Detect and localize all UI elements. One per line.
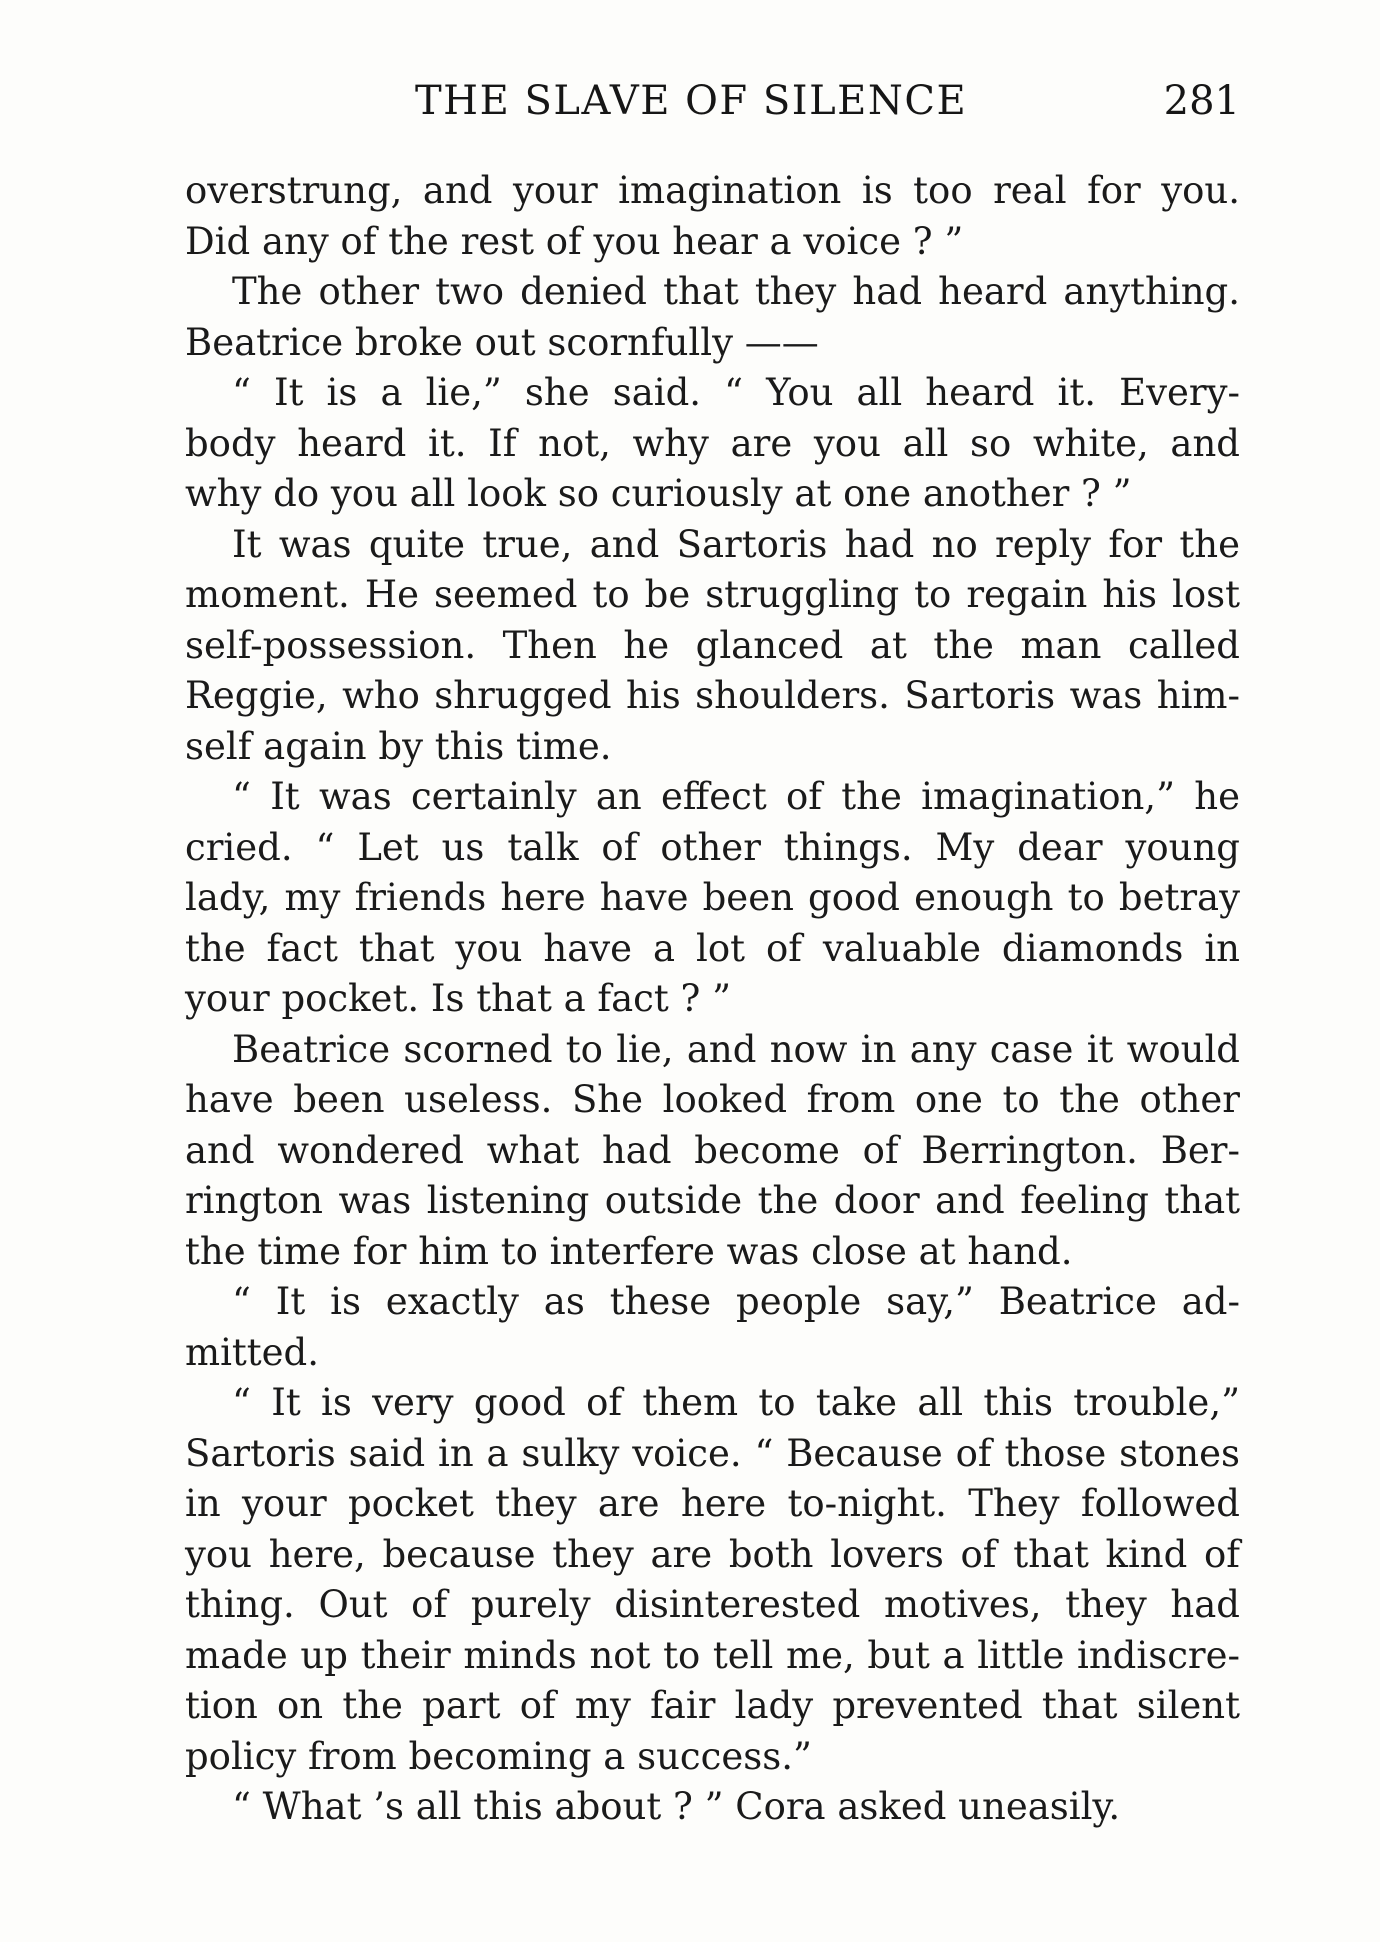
text-line: policy from becoming a success.” — [185, 1734, 812, 1778]
text-line: overstrung, and your imagination is too real for you. — [185, 169, 1240, 212]
text-line: Beatrice broke out scornfully —— — [185, 320, 819, 364]
text-line: “ What ’s all this about ? ” Cora asked uneasily. — [232, 1785, 1121, 1828]
text-line: Did any of the rest of you hear a voice ? ” — [185, 219, 964, 263]
text-line: Beatrice scorned to lie, and now in any case it would — [232, 1027, 1240, 1071]
text-line: rington was listening outside the door and feeling that — [185, 1179, 1240, 1222]
text-line: have been useless. She looked from one to the other — [185, 1078, 1240, 1121]
text-line: tion on the part of my fair lady prevented that silent — [185, 1684, 1240, 1727]
text-line: It was quite true, and Sartoris had no reply for the — [232, 522, 1240, 566]
text-line: body heard it. If not, why are you all so white, and — [185, 421, 1240, 465]
text-line: moment. He seemed to be struggling to regain his lost — [185, 573, 1240, 616]
text-line: Reggie, who shrugged his shoulders. Sartoris was him- — [185, 674, 1240, 717]
text-line: your pocket. Is that a fact ? ” — [185, 977, 732, 1020]
text-line: the fact that you have a lot of valuable diamonds in — [185, 926, 1240, 970]
text-line: you here, because they are both lovers of that kind of — [185, 1532, 1240, 1576]
text-line: Sartoris said in a sulky voice. “ Because of those stones — [185, 1431, 1240, 1475]
body-text — [185, 166, 1240, 1833]
text-line: “ It was certainly an effect of the imagination,” he — [232, 775, 1240, 818]
text-line: mitted. — [185, 1330, 319, 1374]
text-line: self-possession. Then he glanced at the man called — [185, 623, 1240, 667]
text-line: The other two denied that they had heard anything. — [232, 270, 1240, 313]
text-line: thing. Out of purely disinterested motives, they had — [185, 1583, 1240, 1626]
text-line: the time for him to interfere was close at hand. — [185, 1229, 1073, 1273]
running-head — [185, 78, 1240, 138]
text-line: “ It is a lie,” she said. “ You all heard it. Every- — [232, 371, 1240, 414]
text-line: self again by this time. — [185, 724, 612, 768]
running-title: THE SLAVE OF SILENCE — [415, 78, 968, 124]
text-line: why do you all look so curiously at one another ? ” — [185, 472, 1132, 515]
text-line: and wondered what had become of Berrington. Ber- — [185, 1128, 1240, 1172]
text-line: in your pocket they are here to-night. They followed — [185, 1482, 1240, 1525]
text-line: cried. “ Let us talk of other things. My dear young — [185, 825, 1240, 869]
text-line: made up their minds not to tell me, but a little indiscre- — [185, 1633, 1240, 1677]
text-line: lady, my friends here have been good enough to betray — [185, 876, 1240, 919]
page-number: 281 — [1163, 78, 1240, 124]
text-line: “ It is exactly as these people say,” Beatrice ad- — [232, 1280, 1240, 1323]
text-line: “ It is very good of them to take all this trouble,” — [232, 1381, 1240, 1424]
